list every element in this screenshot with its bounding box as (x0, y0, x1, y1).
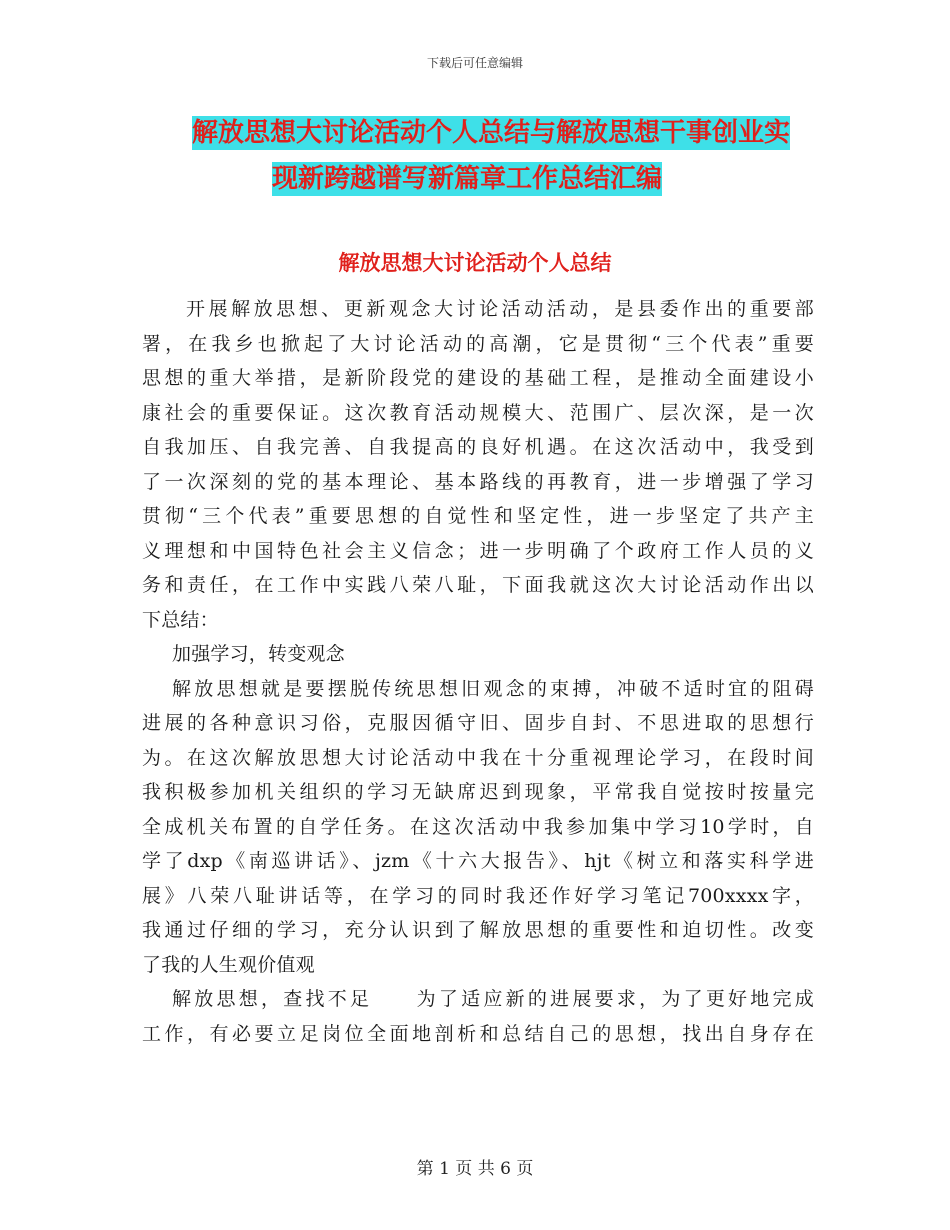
body-text (142, 292, 814, 1051)
body-line: 义理想和中国特色社会主义信念；进一步明确了个政府工作人员的义 (142, 539, 814, 562)
body-line: 我通过仔细的学习，充分认识到了解放思想的重要性和迫切性。改变 (142, 919, 814, 941)
document-title (140, 110, 820, 202)
page-number: 第 1 页 共 6 页 (416, 1159, 534, 1179)
body-line: 展》八荣八耻讲话等，在学习的同时我还作好学习笔记700xxxx字， (142, 884, 814, 907)
document-title-line-2: 现新跨越谱写新篇章工作总结汇编 (272, 164, 663, 194)
body-line: 解放思想，查找不足 为了适应新的进展要求，为了更好地完成 (172, 988, 814, 1010)
body-heading: 加强学习，转变观念 (172, 643, 345, 665)
body-line: 贯彻“三个代表”重要思想的自觉性和坚定性，进一步坚定了共产主 (142, 505, 814, 527)
document-title-line-1: 解放思想大讨论活动个人总结与解放思想干事创业实 (192, 118, 791, 148)
body-line: 了一次深刻的党的基本理论、基本路线的再教育，进一步增强了学习 (142, 470, 814, 493)
body-line: 思想的重大举措，是新阶段党的建设的基础工程，是推动全面建设小 (142, 367, 814, 389)
body-line: 学了dxp《南巡讲话》、jzm《十六大报告》、hjt《树立和落实科学进 (142, 850, 814, 872)
body-line: 开展解放思想、更新观念大讨论活动活动，是县委作出的重要部 (186, 298, 814, 320)
body-line: 下总结： (142, 608, 219, 631)
body-line: 工作，有必要立足岗位全面地剖析和总结自己的思想，找出自身存在 (142, 1022, 814, 1045)
body-line: 为。在这次解放思想大讨论活动中我在十分重视理论学习，在段时间 (142, 746, 814, 769)
body-line: 全成机关布置的自学任务。在这次活动中我参加集中学习10学时，自 (142, 815, 814, 838)
body-line: 署，在我乡也掀起了大讨论活动的高潮，它是贯彻“三个代表”重要 (142, 332, 814, 355)
body-line: 我积极参加机关组织的学习无缺席迟到现象，平常我自觉按时按量完 (142, 781, 814, 803)
body-line: 自我加压、自我完善、自我提高的良好机遇。在这次活动中，我受到 (142, 436, 814, 458)
body-line: 务和责任，在工作中实践八荣八耻，下面我就这次大讨论活动作出以 (142, 574, 814, 596)
section-title: 解放思想大讨论活动个人总结 (338, 251, 612, 275)
body-line: 康社会的重要保证。这次教育活动规模大、范围广、层次深，是一次 (142, 401, 814, 424)
body-line: 了我的人生观价值观 (142, 953, 315, 976)
body-line: 解放思想就是要摆脱传统思想旧观念的束搏，冲破不适时宜的阻碍 (172, 677, 814, 700)
body-line: 进展的各种意识习俗，克服因循守旧、固步自封、不思进取的思想行 (142, 712, 814, 734)
page-header-note: 下载后可任意编辑 (426, 56, 523, 70)
